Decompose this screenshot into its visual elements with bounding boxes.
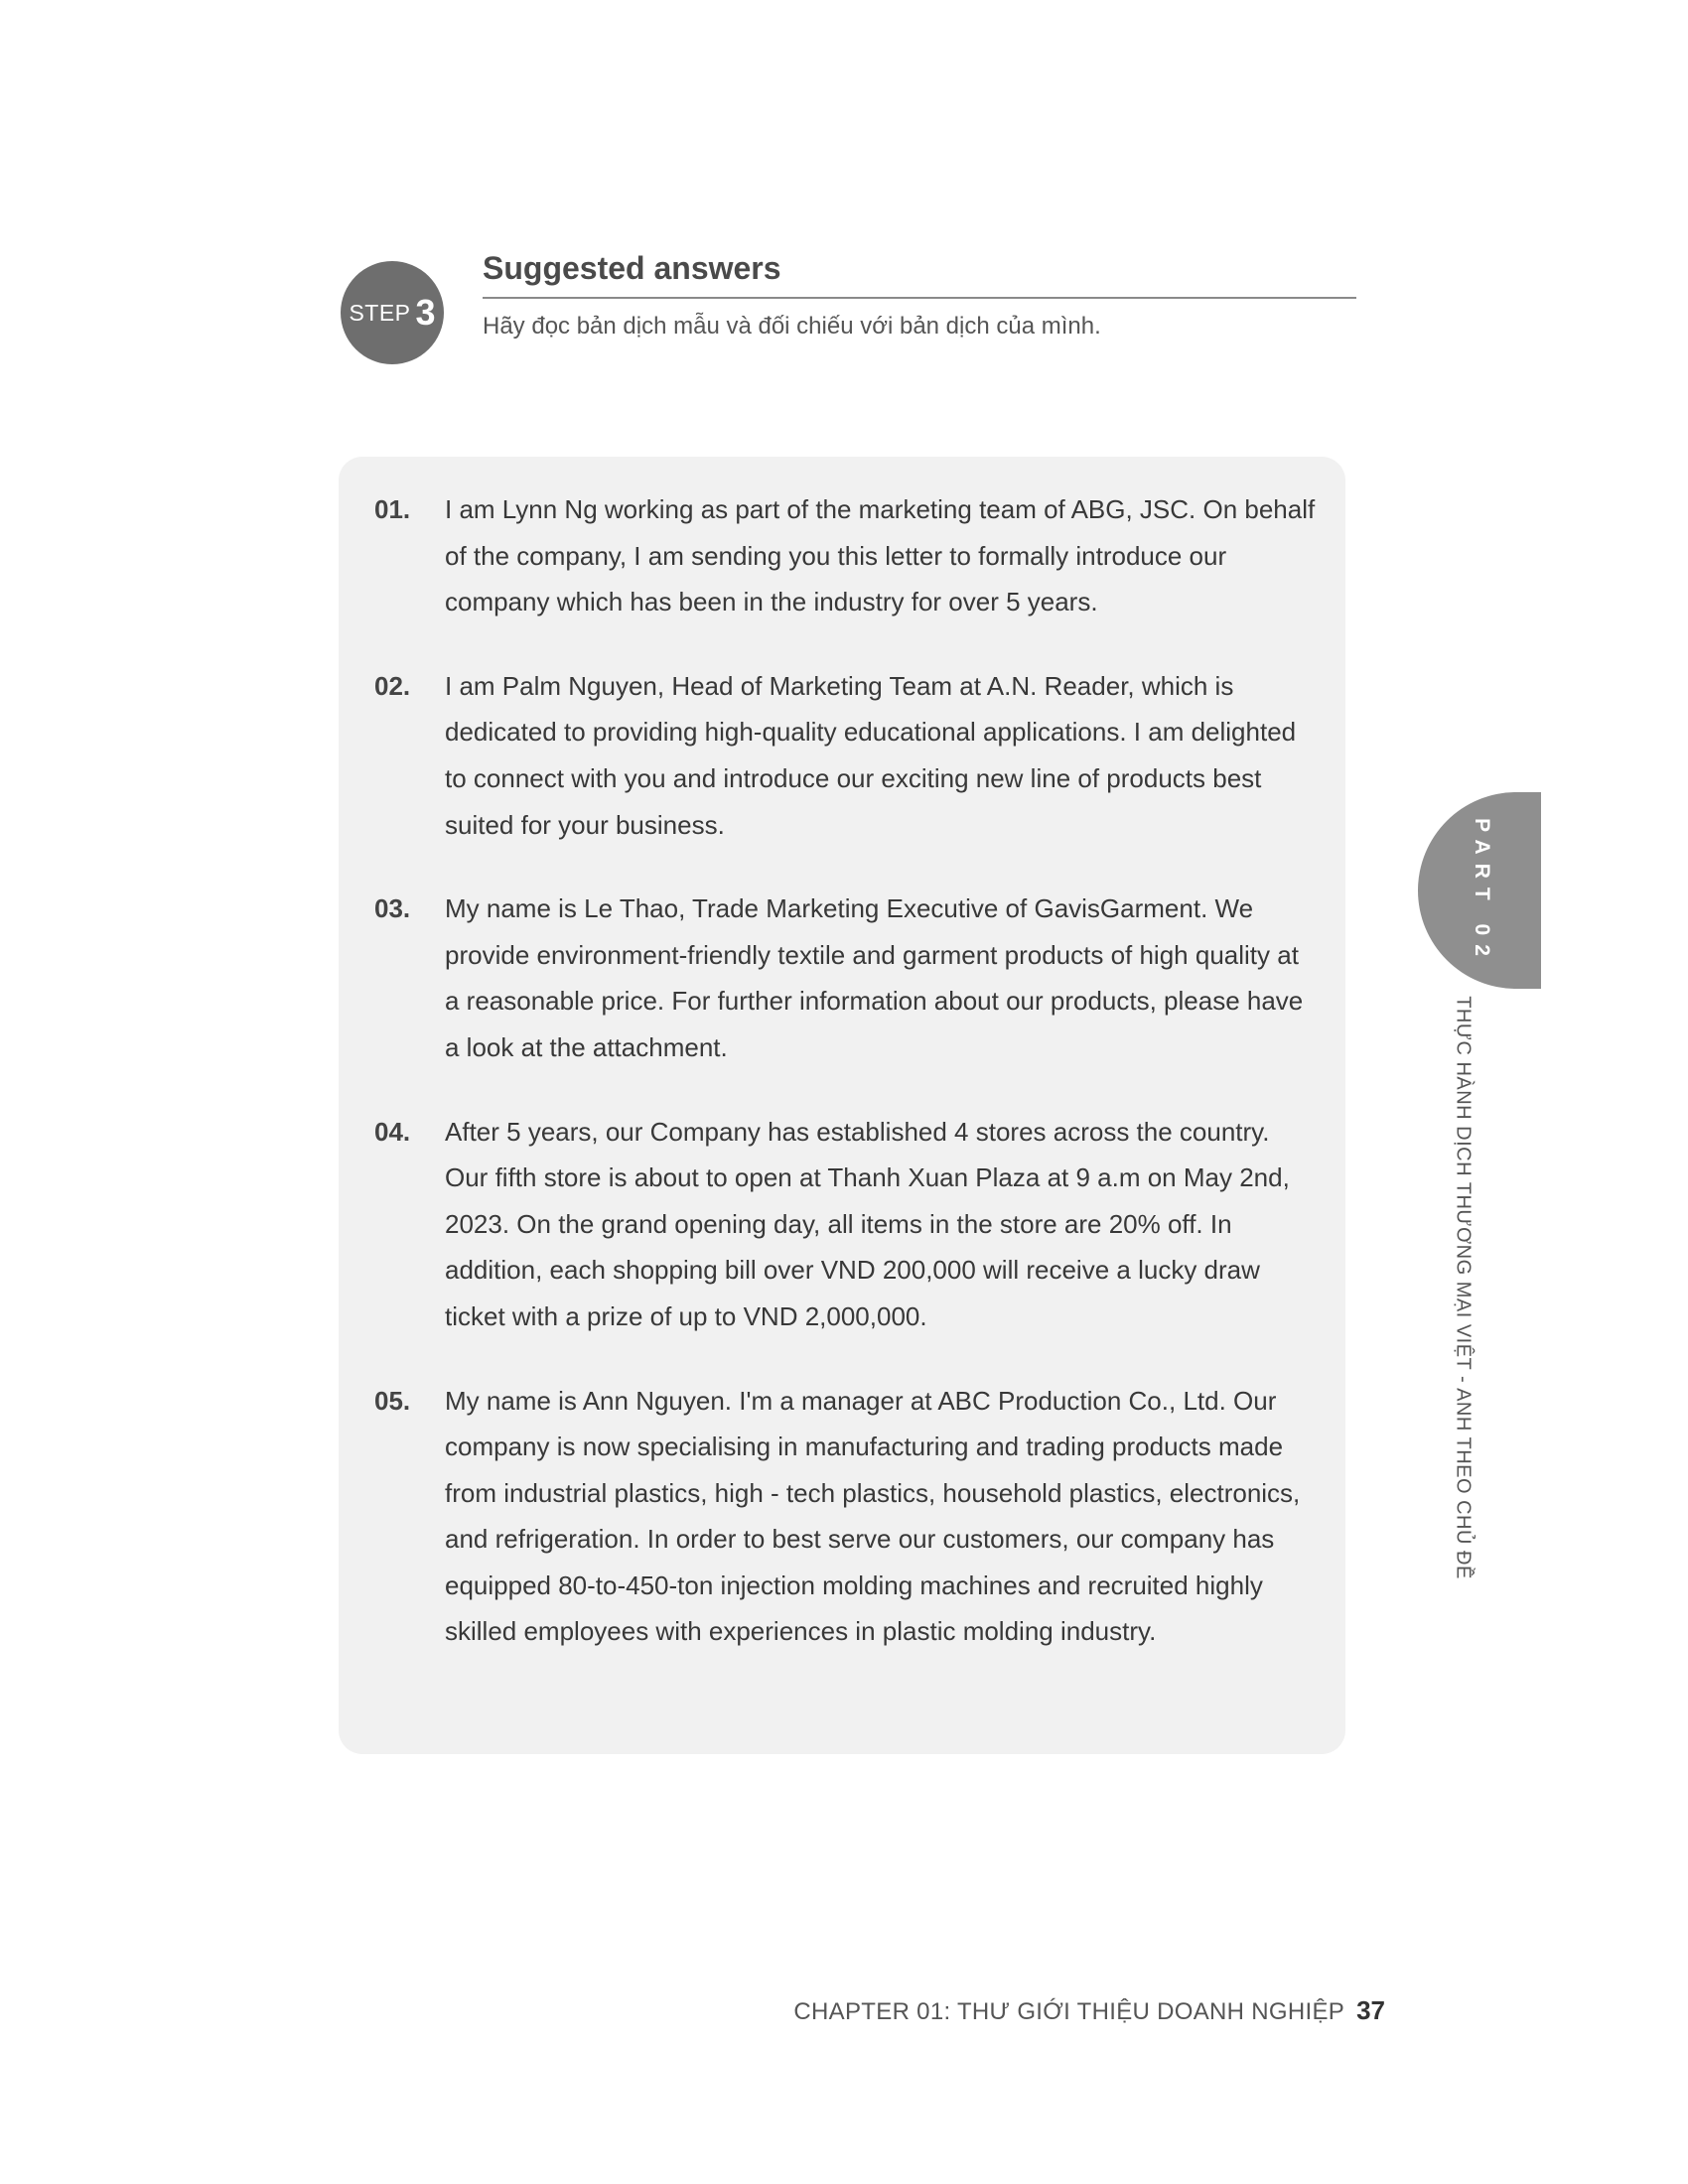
answer-text: My name is Ann Nguyen. I'm a manager at ABC Production Co., Ltd. Our company is now specialising in manufacturing and trading products made from industrial plastics, high - tech plastics, household plastics, electronics, and refrigeration. In order to best serve our customers, our company has equipped 80-to-450-ton injection molding machines and recruited highly skilled employees with experiences in plastic molding industry.	[445, 1385, 1301, 1647]
answer-item	[374, 1378, 1316, 1656]
answers-panel	[339, 457, 1345, 1754]
section-instruction: Hãy đọc bản dịch mẫu và đối chiếu với bản dịch của mình.	[483, 313, 1101, 340]
section-title: Suggested answers	[483, 250, 1356, 299]
answer-item	[374, 1109, 1316, 1340]
answer-number: 01.	[374, 494, 411, 524]
answer-item	[374, 886, 1316, 1070]
footer-chapter: CHAPTER 01: THƯ GIỚI THIỆU DOANH NGHIỆP	[793, 1998, 1345, 2025]
answer-number: 03.	[374, 893, 411, 924]
step-number: 3	[415, 292, 436, 333]
answer-item	[374, 663, 1316, 848]
answer-text: I am Lynn Ng working as part of the marketing team of ABG, JSC. On behalf of the company, I am sending you this letter to formally introduce our company which has been in the industry for over 5 years.	[445, 494, 1316, 617]
book-title-vertical: THỰC HÀNH DỊCH THƯƠNG MẠI VIỆT - ANH THEO CHỦ ĐỀ	[1452, 996, 1475, 1579]
answer-number: 05.	[374, 1385, 411, 1416]
part-label: PART 02	[1471, 818, 1493, 965]
step-badge	[341, 261, 444, 364]
answer-item	[374, 486, 1316, 625]
step-label: STEP	[349, 299, 411, 326]
answer-number: 04.	[374, 1116, 411, 1147]
answer-text: After 5 years, our Company has established 4 stores across the country. Our fifth store is about to open at Thanh Xuan Plaza at 9 a.m on May 2nd, 2023. On the grand opening day, all items in the store are 20% off. In addition, each shopping bill over VND 200,000 will receive a lucky draw ticket with a prize of up to VND 2,000,000.	[445, 1116, 1290, 1331]
answer-text: My name is Le Thao, Trade Marketing Executive of GavisGarment. We provide environment-friendly textile and garment products of high quality at a reasonable price. For further information about our products, please have a look at the attachment.	[445, 893, 1304, 1062]
page-number: 37	[1356, 1995, 1385, 2025]
answer-number: 02.	[374, 670, 411, 701]
answer-text: I am Palm Nguyen, Head of Marketing Team at A.N. Reader, which is dedicated to providing high-quality educational applications. I am delighted to connect with you and introduce our exciting new line of products best suited for your business.	[445, 670, 1297, 840]
page-footer	[793, 1995, 1385, 2026]
section-heading	[483, 250, 1356, 341]
